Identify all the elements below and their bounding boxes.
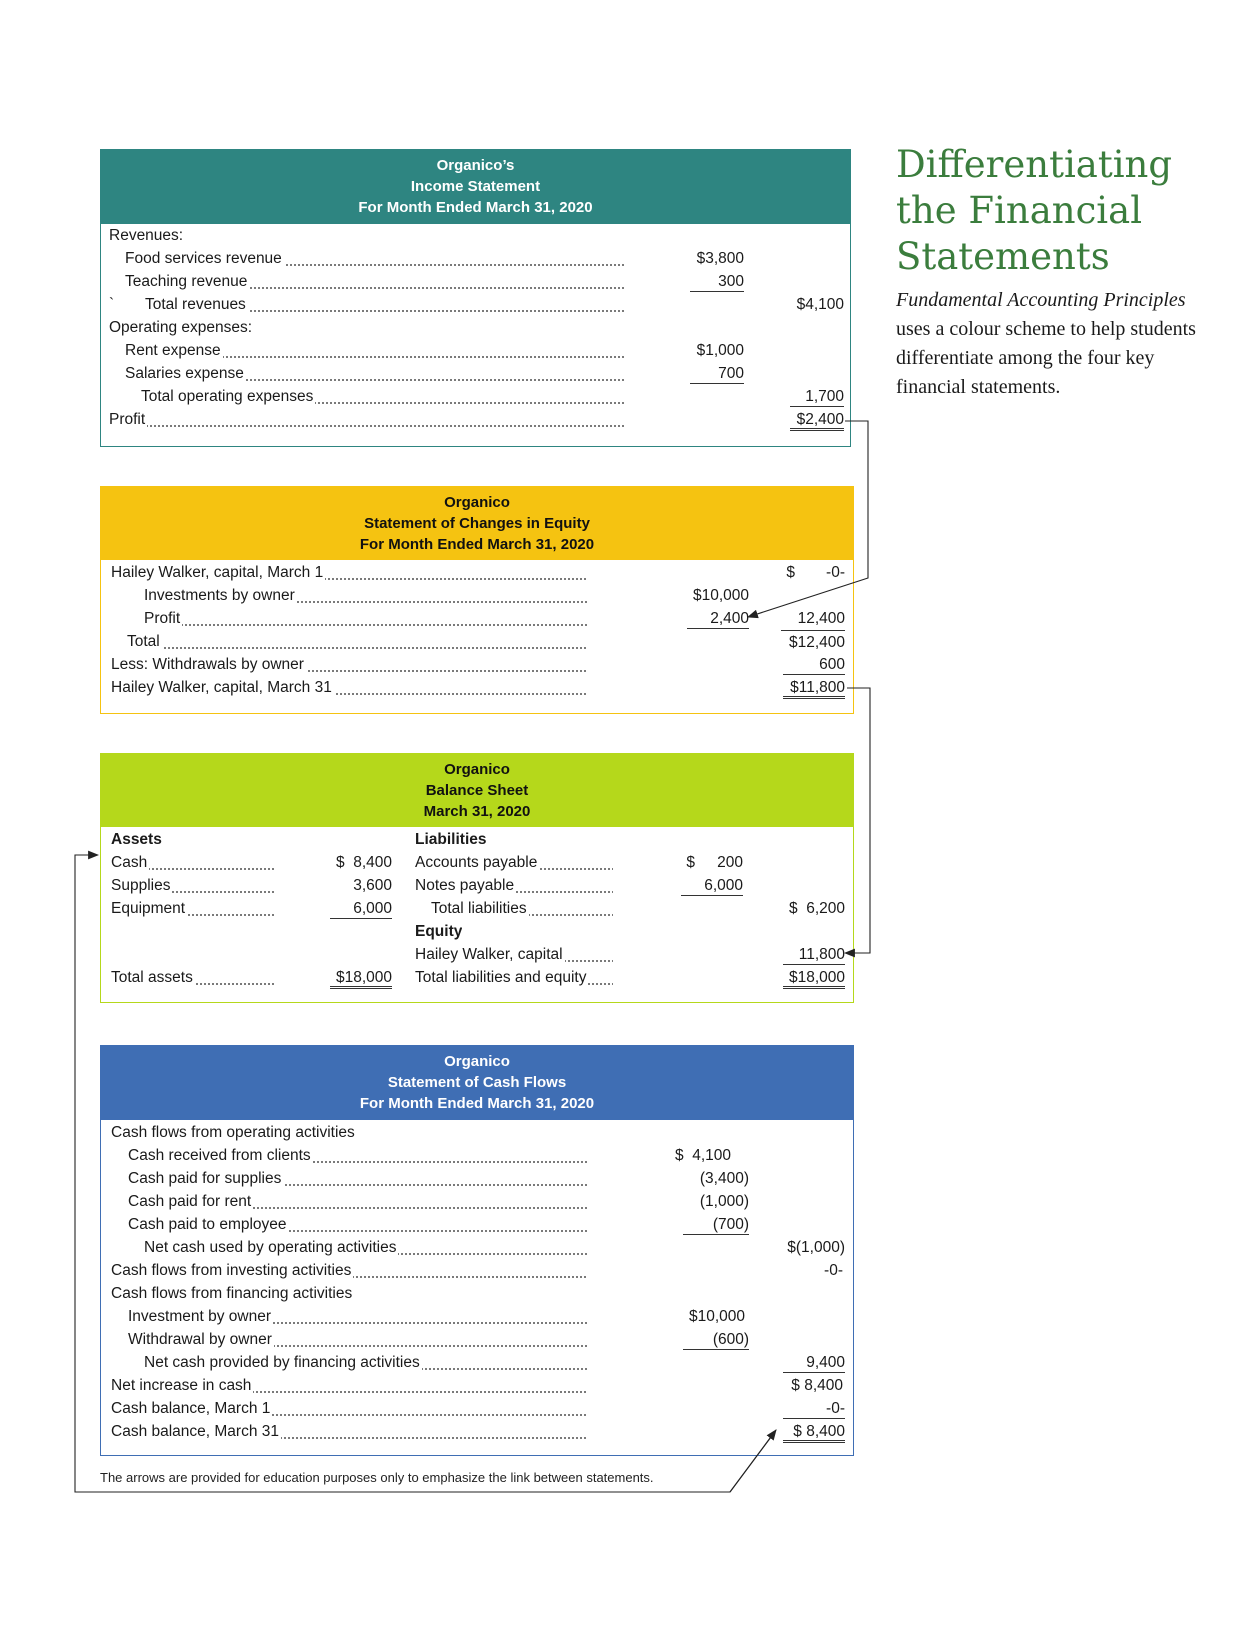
- row-label: Cash paid for supplies: [128, 1170, 282, 1187]
- row-amount: $ 4,100: [675, 1147, 732, 1164]
- row-label: Rent expense: [125, 342, 221, 359]
- financing-heading: Cash flows from financing activities: [111, 1285, 353, 1302]
- row-amount: $10,000: [692, 587, 749, 604]
- row-label: Total operating expenses: [141, 388, 314, 405]
- row-amount: (700): [683, 1213, 749, 1235]
- book-title: Fundamental Accounting Principles: [896, 289, 1186, 311]
- company-name: Organico: [444, 1053, 510, 1070]
- company-name: Organico: [444, 761, 510, 778]
- row-label: Profit: [144, 610, 181, 627]
- row-amount: 700: [690, 362, 744, 384]
- row-label: Cash flows from investing activities: [111, 1262, 352, 1279]
- operating-heading: Cash flows from operating activities: [111, 1124, 355, 1141]
- profit-link-arrow: [748, 421, 868, 617]
- row-total: $11,800: [783, 676, 845, 699]
- tick-mark: `: [109, 296, 115, 313]
- row-label: Salaries expense: [125, 365, 244, 382]
- row-amount: (600): [683, 1328, 749, 1350]
- row-label: Investment by owner: [128, 1308, 272, 1325]
- row-amount: 6,000: [681, 874, 743, 896]
- row-label: Net cash used by operating activities: [144, 1239, 397, 1256]
- row-total: -0-: [783, 1397, 845, 1419]
- cash-link-arrowhead-line: [730, 1430, 776, 1492]
- sidebar-body-text: uses a colour scheme to help students differentiate among the four key financial statements.: [896, 318, 1196, 398]
- row-amount: (1,000): [699, 1193, 749, 1210]
- row-total: $(1,000): [787, 1239, 845, 1256]
- row-amount: 2,400: [687, 607, 749, 629]
- row-total: 9,400: [783, 1351, 845, 1373]
- row-amount: 3,600: [353, 877, 392, 894]
- row-label: Withdrawal by owner: [128, 1331, 272, 1348]
- row-label: Net cash provided by financing activities: [144, 1354, 420, 1371]
- row-label: Notes payable: [415, 877, 515, 894]
- statement-period: March 31, 2020: [423, 803, 531, 820]
- capital-link-arrow: [845, 688, 870, 953]
- company-name: Organico: [444, 494, 510, 511]
- row-label: Accounts payable: [415, 854, 538, 871]
- row-amount: 300: [690, 270, 744, 292]
- row-amount: $1,000: [696, 342, 744, 359]
- row-label: Cash paid to employee: [128, 1216, 287, 1233]
- opex-heading: Operating expenses:: [109, 319, 253, 336]
- row-label: Total liabilities: [431, 900, 527, 917]
- arrows-footnote: The arrows are provided for education purposes only to emphasize the link between statements.: [100, 1470, 654, 1485]
- row-amount: $3,800: [696, 250, 744, 267]
- row-label: Food services revenue: [125, 250, 282, 267]
- row-label: Hailey Walker, capital, March 1: [111, 564, 324, 581]
- row-label: Supplies: [111, 877, 171, 894]
- row-total: 11,800: [783, 943, 845, 965]
- row-label: Profit: [109, 411, 146, 428]
- row-total: $4,100: [796, 296, 844, 313]
- row-amount: $18,000: [330, 966, 392, 989]
- row-total: $ 6,200: [788, 900, 845, 917]
- statement-period: For Month Ended March 31, 2020: [359, 1095, 595, 1112]
- assets-heading: Assets: [111, 831, 162, 848]
- statement-period: For Month Ended March 31, 2020: [359, 536, 595, 553]
- row-total: $18,000: [783, 966, 845, 989]
- row-total: $12,400: [781, 630, 845, 653]
- row-label: Total: [127, 633, 160, 650]
- row-total: -0-: [824, 1262, 843, 1279]
- statement-title: Statement of Changes in Equity: [364, 515, 590, 532]
- statement-title: Statement of Cash Flows: [387, 1074, 567, 1091]
- row-total: 12,400: [797, 610, 845, 627]
- row-label: Less: Withdrawals by owner: [111, 656, 304, 673]
- row-label: Total liabilities and equity: [415, 969, 587, 986]
- liabilities-heading: Liabilities: [415, 831, 487, 848]
- row-label: Equipment: [111, 900, 186, 917]
- row-total: $ 8,400: [783, 1420, 845, 1443]
- sidebar-title: Differentiating the Financial Statements: [896, 143, 1173, 278]
- row-amount: 6,000: [330, 897, 392, 919]
- row-label: Cash paid for rent: [128, 1193, 252, 1210]
- row-label: Cash balance, March 31: [111, 1423, 280, 1440]
- row-label: Hailey Walker, capital, March 31: [111, 679, 332, 696]
- row-label: Investments by owner: [144, 587, 295, 604]
- row-total: $2,400: [790, 408, 844, 431]
- dollar-sign: $: [786, 564, 795, 581]
- row-total: 1,700: [790, 385, 844, 407]
- row-amount: 200: [717, 854, 743, 871]
- row-amount: (3,400): [699, 1170, 749, 1187]
- row-label: Cash balance, March 1: [111, 1400, 271, 1417]
- row-total: 600: [783, 653, 845, 675]
- cash-link-arrow: [75, 855, 774, 1492]
- row-label: Cash: [111, 854, 148, 871]
- statement-title: Income Statement: [410, 178, 541, 195]
- row-label: Total assets: [111, 969, 193, 986]
- company-name: Organico’s: [436, 157, 515, 174]
- dollar-sign: $: [686, 854, 695, 871]
- statement-period: For Month Ended March 31, 2020: [358, 199, 593, 216]
- revenues-heading: Revenues:: [109, 227, 184, 244]
- equity-heading: Equity: [415, 923, 463, 940]
- row-label: Net increase in cash: [111, 1377, 252, 1394]
- row-label: Teaching revenue: [125, 273, 248, 290]
- row-label: Cash received from clients: [128, 1147, 311, 1164]
- row-amount: $10,000: [688, 1308, 745, 1325]
- row-label: Hailey Walker, capital: [415, 946, 563, 963]
- row-total: -0-: [826, 564, 845, 581]
- row-label: Total revenues: [145, 296, 246, 313]
- statement-title: Balance Sheet: [425, 782, 529, 799]
- row-total: $ 8,400: [791, 1377, 843, 1394]
- row-amount: $ 8,400: [335, 854, 392, 871]
